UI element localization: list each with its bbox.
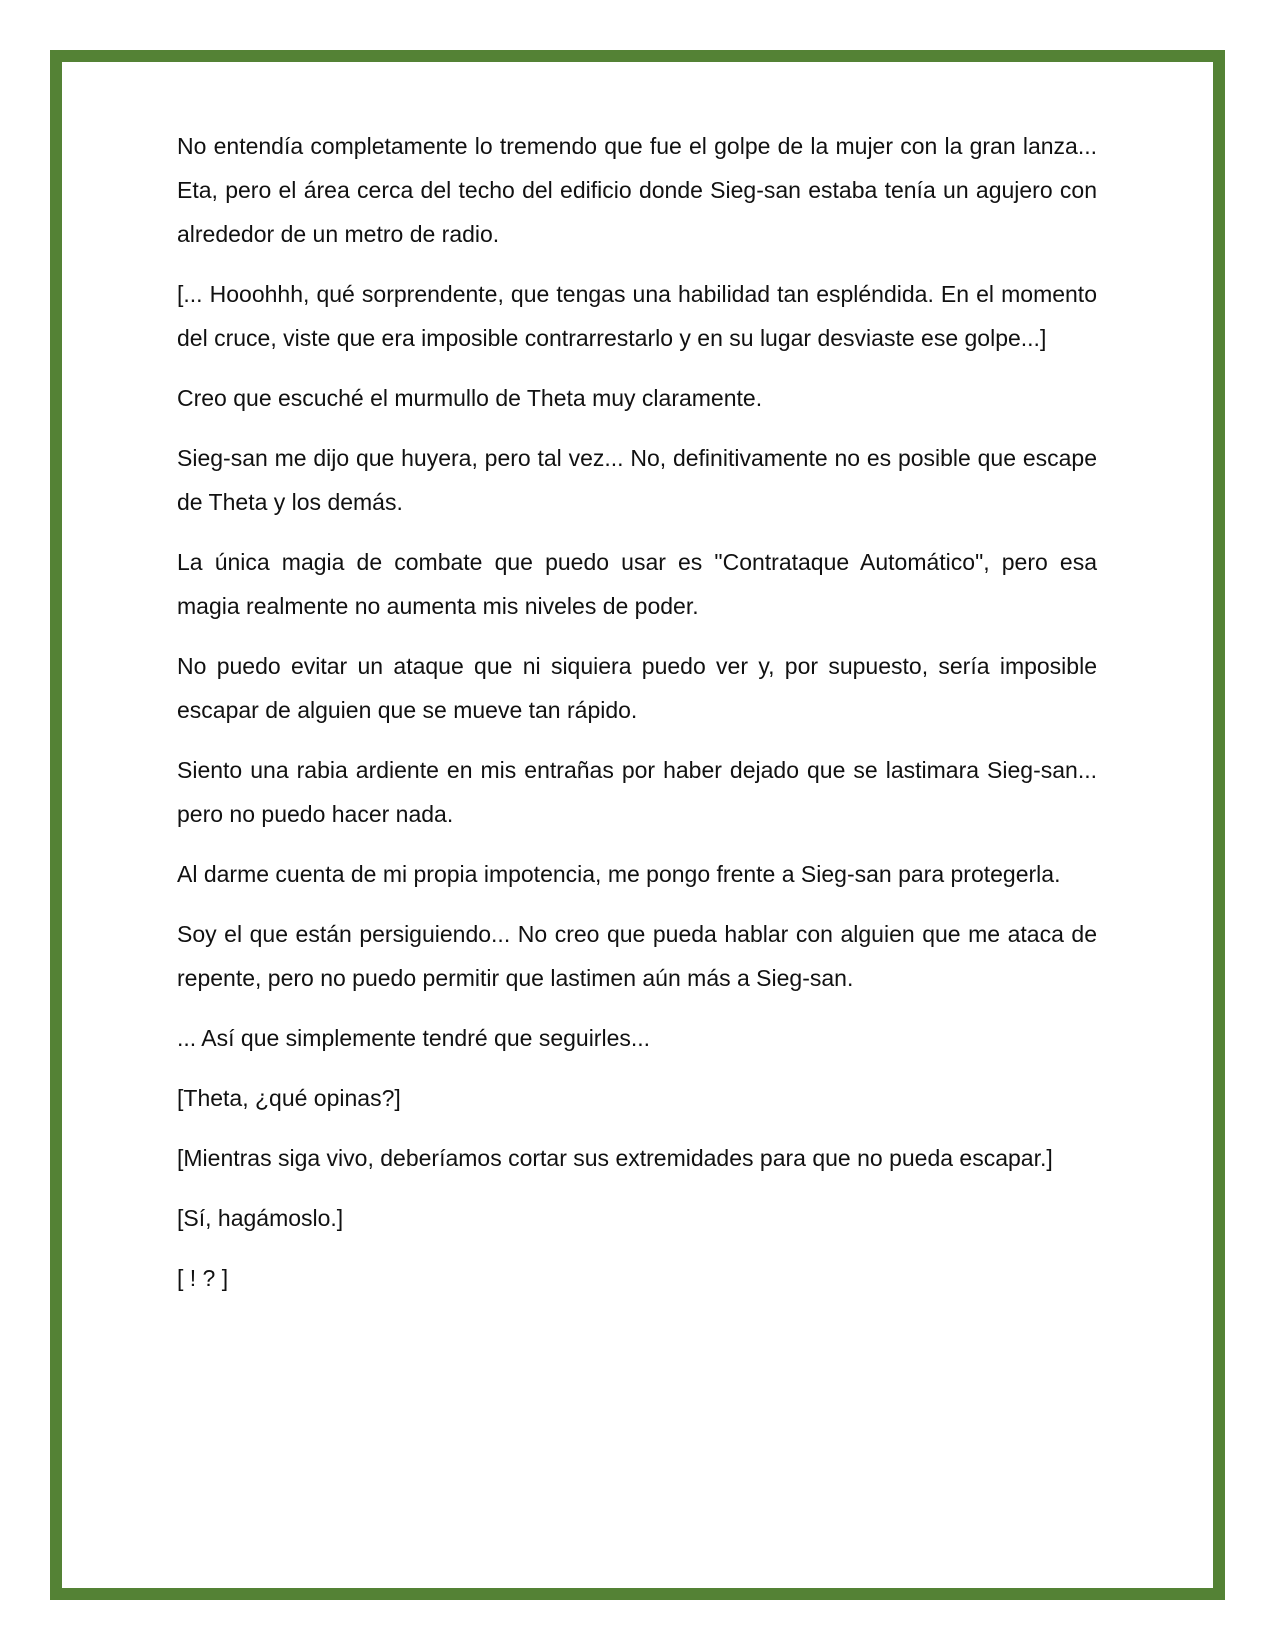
paragraph: Soy el que están persiguiendo... No creo que pueda hablar con alguien que me ataca de repente, pero no puedo permitir que lastimen aún más a Sieg-san. <box>177 921 1097 991</box>
paragraph: ... Así que simplemente tendré que seguirles... <box>177 1025 651 1051</box>
paragraph: La única magia de combate que puedo usar es "Contrataque Automático", pero esa magia realmente no aumenta mis niveles de poder. <box>177 549 1097 619</box>
paragraph: No entendía completamente lo tremendo que fue el golpe de la mujer con la gran lanza... Eta, pero el área cerca del techo del edificio donde Sieg-san estaba tenía un agujero con alrededor de un metro de radio. <box>177 133 1097 247</box>
paragraph: [ ! ? ] <box>177 1265 229 1291</box>
paragraph: Al darme cuenta de mi propia impotencia, me pongo frente a Sieg-san para protegerla. <box>177 861 1061 887</box>
paragraph: Creo que escuché el murmullo de Theta muy claramente. <box>177 385 763 411</box>
paragraph: Siento una rabia ardiente en mis entrañas por haber dejado que se lastimara Sieg-san... pero no puedo hacer nada. <box>177 757 1097 827</box>
document-body <box>177 124 1097 1316</box>
paragraph: [Theta, ¿qué opinas?] <box>177 1085 401 1111</box>
paragraph: [Sí, hagámoslo.] <box>177 1205 344 1231</box>
paragraph: No puedo evitar un ataque que ni siquiera puedo ver y, por supuesto, sería imposible escapar de alguien que se mueve tan rápido. <box>177 653 1097 723</box>
paragraph: Sieg-san me dijo que huyera, pero tal vez... No, definitivamente no es posible que escape de Theta y los demás. <box>177 445 1097 515</box>
paragraph: [... Hooohhh, qué sorprendente, que tengas una habilidad tan espléndida. En el momento del cruce, viste que era imposible contrarrestarlo y en su lugar desviaste ese golpe...] <box>177 281 1097 351</box>
paragraph: [Mientras siga vivo, deberíamos cortar sus extremidades para que no pueda escapar.] <box>177 1145 1053 1171</box>
